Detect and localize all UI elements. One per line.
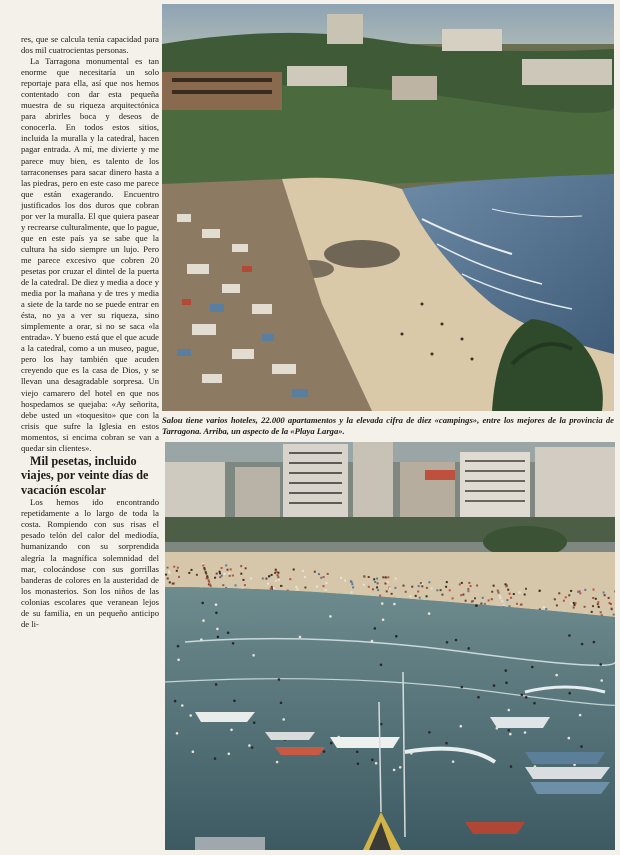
photo-playa-larga [162,4,614,411]
article-paragraph-3: Los hemos ido encontrando repetidamente a lo largo de toda la costa. Rompiendo con sus risas el pesado telón del calor del mediodía, humanizando con su sorprendida alegría la magnífica solemnidad del mar, colocándose con sus gorrillas banderas de colores en la austeridad de los monasterios. Son los niños de las colonias escolares que veranean lejos de su familia, en un pequeño anticipo de li- [21,497,159,629]
article-paragraph-1: res, que se calcula tenía capacidad para dos mil cuatrocientas personas. [21,34,159,56]
article-paragraph-2: La Tarragona monumental es tan enorme que necesitaría un solo reportaje para ella, así que nos hemos contentado con dar esta pequeña muestra de su riqueza arquitectónica para abrirles boca y deseos de conocerla. En todos estos sitios, incluida la muralla y la catedral, hacen pagar entrada. A mí, me divierte y me parece muy bien, es talento de los tarraconenses para sacar dinero hasta a las piedras, pero en este caso me parece que están exagerando. Encuentro justificados los dos duros que cobran por ver la muralla. El que quiera pasear y recrearse culturalmente, que lo pague, que en este país ya se sabe que la cultura ha sido siempre un lujo. Pero me parece excesivo que cobren 20 pesetas por cruzar el dintel de la puerta de la catedral. De diez y media a doce y media por la mañana y de tres y media a siete de la tarde no se puede entrar en ésta, no ya a ver su riqueza, sino simplemente a orar, si no se saca «la entrada». Y bueno está que el que acude a la catedral, como a un museo, pague, pero los hay también que acuden creyendo que es la casa de Dios, y se llevan una desagradable sorpresa. Un viejo camarero del hotel en que nos hospedamos se quejaba: «Ay señorita, debe usted un «toquesito» que con la crisis que sufre la Iglesia en estos momentos, si encima cobran se van a quedar sin clientes». [21,56,159,453]
photo-caption: Salou tiene varios hoteles, 22.000 apartamentos y la elevada cifra de diez «campings», entre los mejores de la provincia de Tarragona. Arriba, un aspecto de la «Playa Larga». [162,415,614,436]
photo-top-illustration [162,4,614,411]
article-subheading: Mil pesetas, incluido viajes, por veinte días de vacación escolar [21,453,149,497]
photo-crowded-beach [165,442,615,850]
photo-bottom-illustration [165,442,615,850]
article-column [21,34,159,846]
